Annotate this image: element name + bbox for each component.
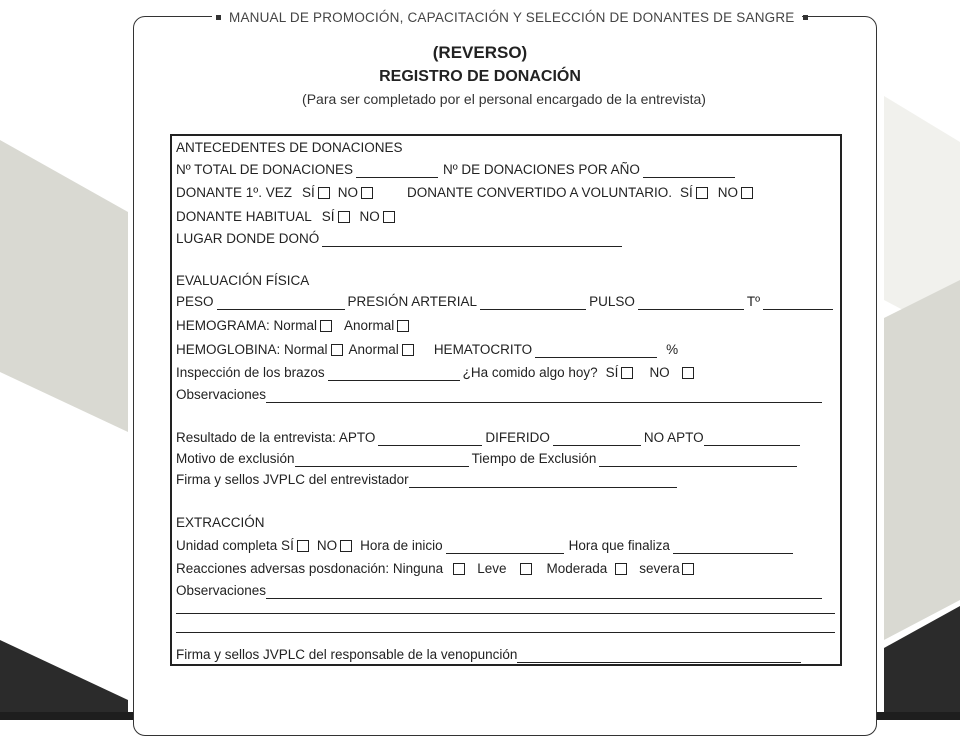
field-label: Tiempo de Exclusión [471, 451, 597, 466]
row-resultado [176, 426, 803, 446]
option-label: Anormal [344, 318, 395, 333]
option-label: NO [337, 185, 358, 200]
presion-field[interactable] [480, 295, 586, 310]
ninguna-checkbox[interactable] [453, 563, 465, 575]
field-label: Resultado de la entrevista: APTO [176, 430, 376, 445]
option-label: Anormal [348, 342, 399, 357]
hemoglobina-normal-checkbox[interactable] [331, 344, 343, 356]
unidad-si-checkbox[interactable] [297, 540, 309, 552]
hora-inicio-field[interactable] [446, 539, 564, 554]
unidad-no-checkbox[interactable] [340, 540, 352, 552]
observaciones-extra-line[interactable] [176, 613, 835, 614]
row-reacciones [176, 557, 698, 577]
field-label: NO APTO [643, 430, 704, 445]
field-label: HEMOGLOBINA: Normal [176, 342, 328, 357]
field-label: HEMOGRAMA: Normal [176, 318, 318, 333]
right-stripe-dark [884, 606, 960, 712]
field-label: Hora que finaliza [568, 538, 670, 553]
field-label: LUGAR DONDE DONÓ [176, 231, 320, 246]
row-firma-entrevistador [176, 468, 680, 488]
total-donaciones-field[interactable] [356, 163, 438, 178]
observaciones-extr-field[interactable] [266, 584, 822, 599]
motivo-field[interactable] [295, 452, 469, 467]
convertido-si-checkbox[interactable] [696, 187, 708, 199]
option-label: NO [649, 365, 670, 380]
option-label: SÍ [680, 185, 693, 200]
form-subtitle: (Para ser completado por el personal encargado de la entrevista) [302, 91, 706, 107]
field-label: Reacciones adversas posdonación: Ninguna [176, 561, 444, 576]
row-firma-venopuncion [176, 643, 804, 663]
form-title: REGISTRO DE DONACIÓN [379, 68, 581, 85]
severa-checkbox[interactable] [682, 563, 694, 575]
right-stripe-bottom [884, 280, 960, 640]
hemograma-normal-checkbox[interactable] [320, 320, 332, 332]
observaciones-eval-field[interactable] [266, 388, 822, 403]
field-label: Unidad completa SÍ [176, 538, 294, 553]
field-label: Observaciones [176, 583, 267, 598]
hemograma-anormal-checkbox[interactable] [397, 320, 409, 332]
section-heading: ANTECEDENTES DE DONACIONES [176, 140, 403, 155]
row-lugar [176, 227, 625, 247]
bullet-icon [803, 15, 808, 20]
option-label: NO [717, 185, 739, 200]
field-label: Tº [746, 294, 761, 309]
lugar-field[interactable] [322, 232, 622, 247]
row-vitales [176, 290, 836, 310]
tiempo-field[interactable] [599, 452, 797, 467]
section-extraccion [176, 511, 265, 531]
section-heading: EXTRACCIÓN [176, 515, 265, 530]
field-label: ¿Ha comido algo hoy? [462, 365, 598, 380]
field-label: Motivo de exclusión [176, 451, 295, 466]
row-motivo [176, 447, 800, 467]
section-evaluacion [176, 269, 309, 289]
row-total-donaciones [176, 158, 738, 178]
field-label: Nº DE DONACIONES POR AÑO [442, 162, 640, 177]
field-label: HEMATOCRITO [433, 342, 533, 357]
row-hemograma [176, 314, 413, 334]
brazos-field[interactable] [328, 366, 460, 381]
firma-entrevistador-field[interactable] [409, 473, 677, 488]
field-label: Inspección de los brazos [176, 365, 325, 380]
field-label: Firma y sellos JVPLC del entrevistador [176, 472, 409, 487]
field-label: Observaciones [176, 387, 267, 402]
option-label: NO [359, 209, 380, 224]
pulso-field[interactable] [638, 295, 744, 310]
option-label: SÍ [301, 185, 315, 200]
right-stripe-top [884, 96, 960, 340]
reverso-title: (REVERSO) [432, 43, 528, 62]
habitual-no-checkbox[interactable] [383, 211, 395, 223]
diferido-field[interactable] [553, 431, 641, 446]
peso-field[interactable] [217, 295, 345, 310]
temperatura-field[interactable] [763, 295, 833, 310]
convertido-no-checkbox[interactable] [741, 187, 753, 199]
option-label: SÍ [605, 365, 619, 380]
section-antecedentes [176, 136, 403, 156]
field-label: PESO [176, 294, 214, 309]
field-label: Firma y sellos JVPLC del responsable de la venopunción [176, 647, 518, 662]
manual-header [212, 6, 802, 28]
field-label: Hora de inicio [360, 538, 443, 553]
hemoglobina-anormal-checkbox[interactable] [402, 344, 414, 356]
option-label: NO [316, 538, 338, 553]
option-label: Moderada [546, 561, 608, 576]
field-label: DIFERIDO [485, 430, 550, 445]
comido-no-checkbox[interactable] [682, 367, 694, 379]
field-label: DONANTE HABITUAL [176, 209, 312, 224]
donaciones-por-anio-field[interactable] [643, 163, 735, 178]
habitual-si-checkbox[interactable] [338, 211, 350, 223]
field-label: DONANTE 1º. VEZ [176, 185, 292, 200]
leve-checkbox[interactable] [520, 563, 532, 575]
left-stripe-dark [0, 640, 128, 712]
hematocrito-field[interactable] [535, 343, 657, 358]
option-label: Leve [477, 561, 507, 576]
moderada-checkbox[interactable] [615, 563, 627, 575]
field-label: PRESIÓN ARTERIAL [347, 294, 478, 309]
field-label: DONANTE CONVERTIDO A VOLUNTARIO. [406, 185, 673, 200]
comido-si-checkbox[interactable] [621, 367, 633, 379]
unit-label: % [666, 342, 679, 357]
firma-venopuncion-field[interactable] [517, 648, 801, 663]
apto-field[interactable] [378, 431, 482, 446]
bullet-icon [216, 15, 221, 20]
row-hemoglobina [176, 338, 678, 358]
option-label: SÍ [321, 209, 335, 224]
primera-vez-no-checkbox[interactable] [361, 187, 373, 199]
option-label: severa [639, 561, 680, 576]
primera-vez-si-checkbox[interactable] [318, 187, 330, 199]
row-observaciones-extr [176, 579, 825, 599]
hora-fin-field[interactable] [673, 539, 793, 554]
field-label: PULSO [589, 294, 635, 309]
row-observaciones-eval [176, 383, 825, 403]
observaciones-extra-line[interactable] [176, 632, 835, 633]
row-donante-habitual [176, 205, 399, 225]
no-apto-field[interactable] [704, 431, 800, 446]
field-label: Nº TOTAL DE DONACIONES [176, 162, 353, 177]
left-stripe [0, 140, 128, 432]
row-unidad [176, 534, 796, 554]
row-donante-primera-vez [176, 181, 757, 201]
manual-title: MANUAL DE PROMOCIÓN, CAPACITACIÓN Y SELECCIÓN DE DONANTES DE SANGRE [229, 9, 795, 25]
row-brazos [176, 361, 698, 381]
section-heading: EVALUACIÓN FÍSICA [176, 273, 310, 288]
